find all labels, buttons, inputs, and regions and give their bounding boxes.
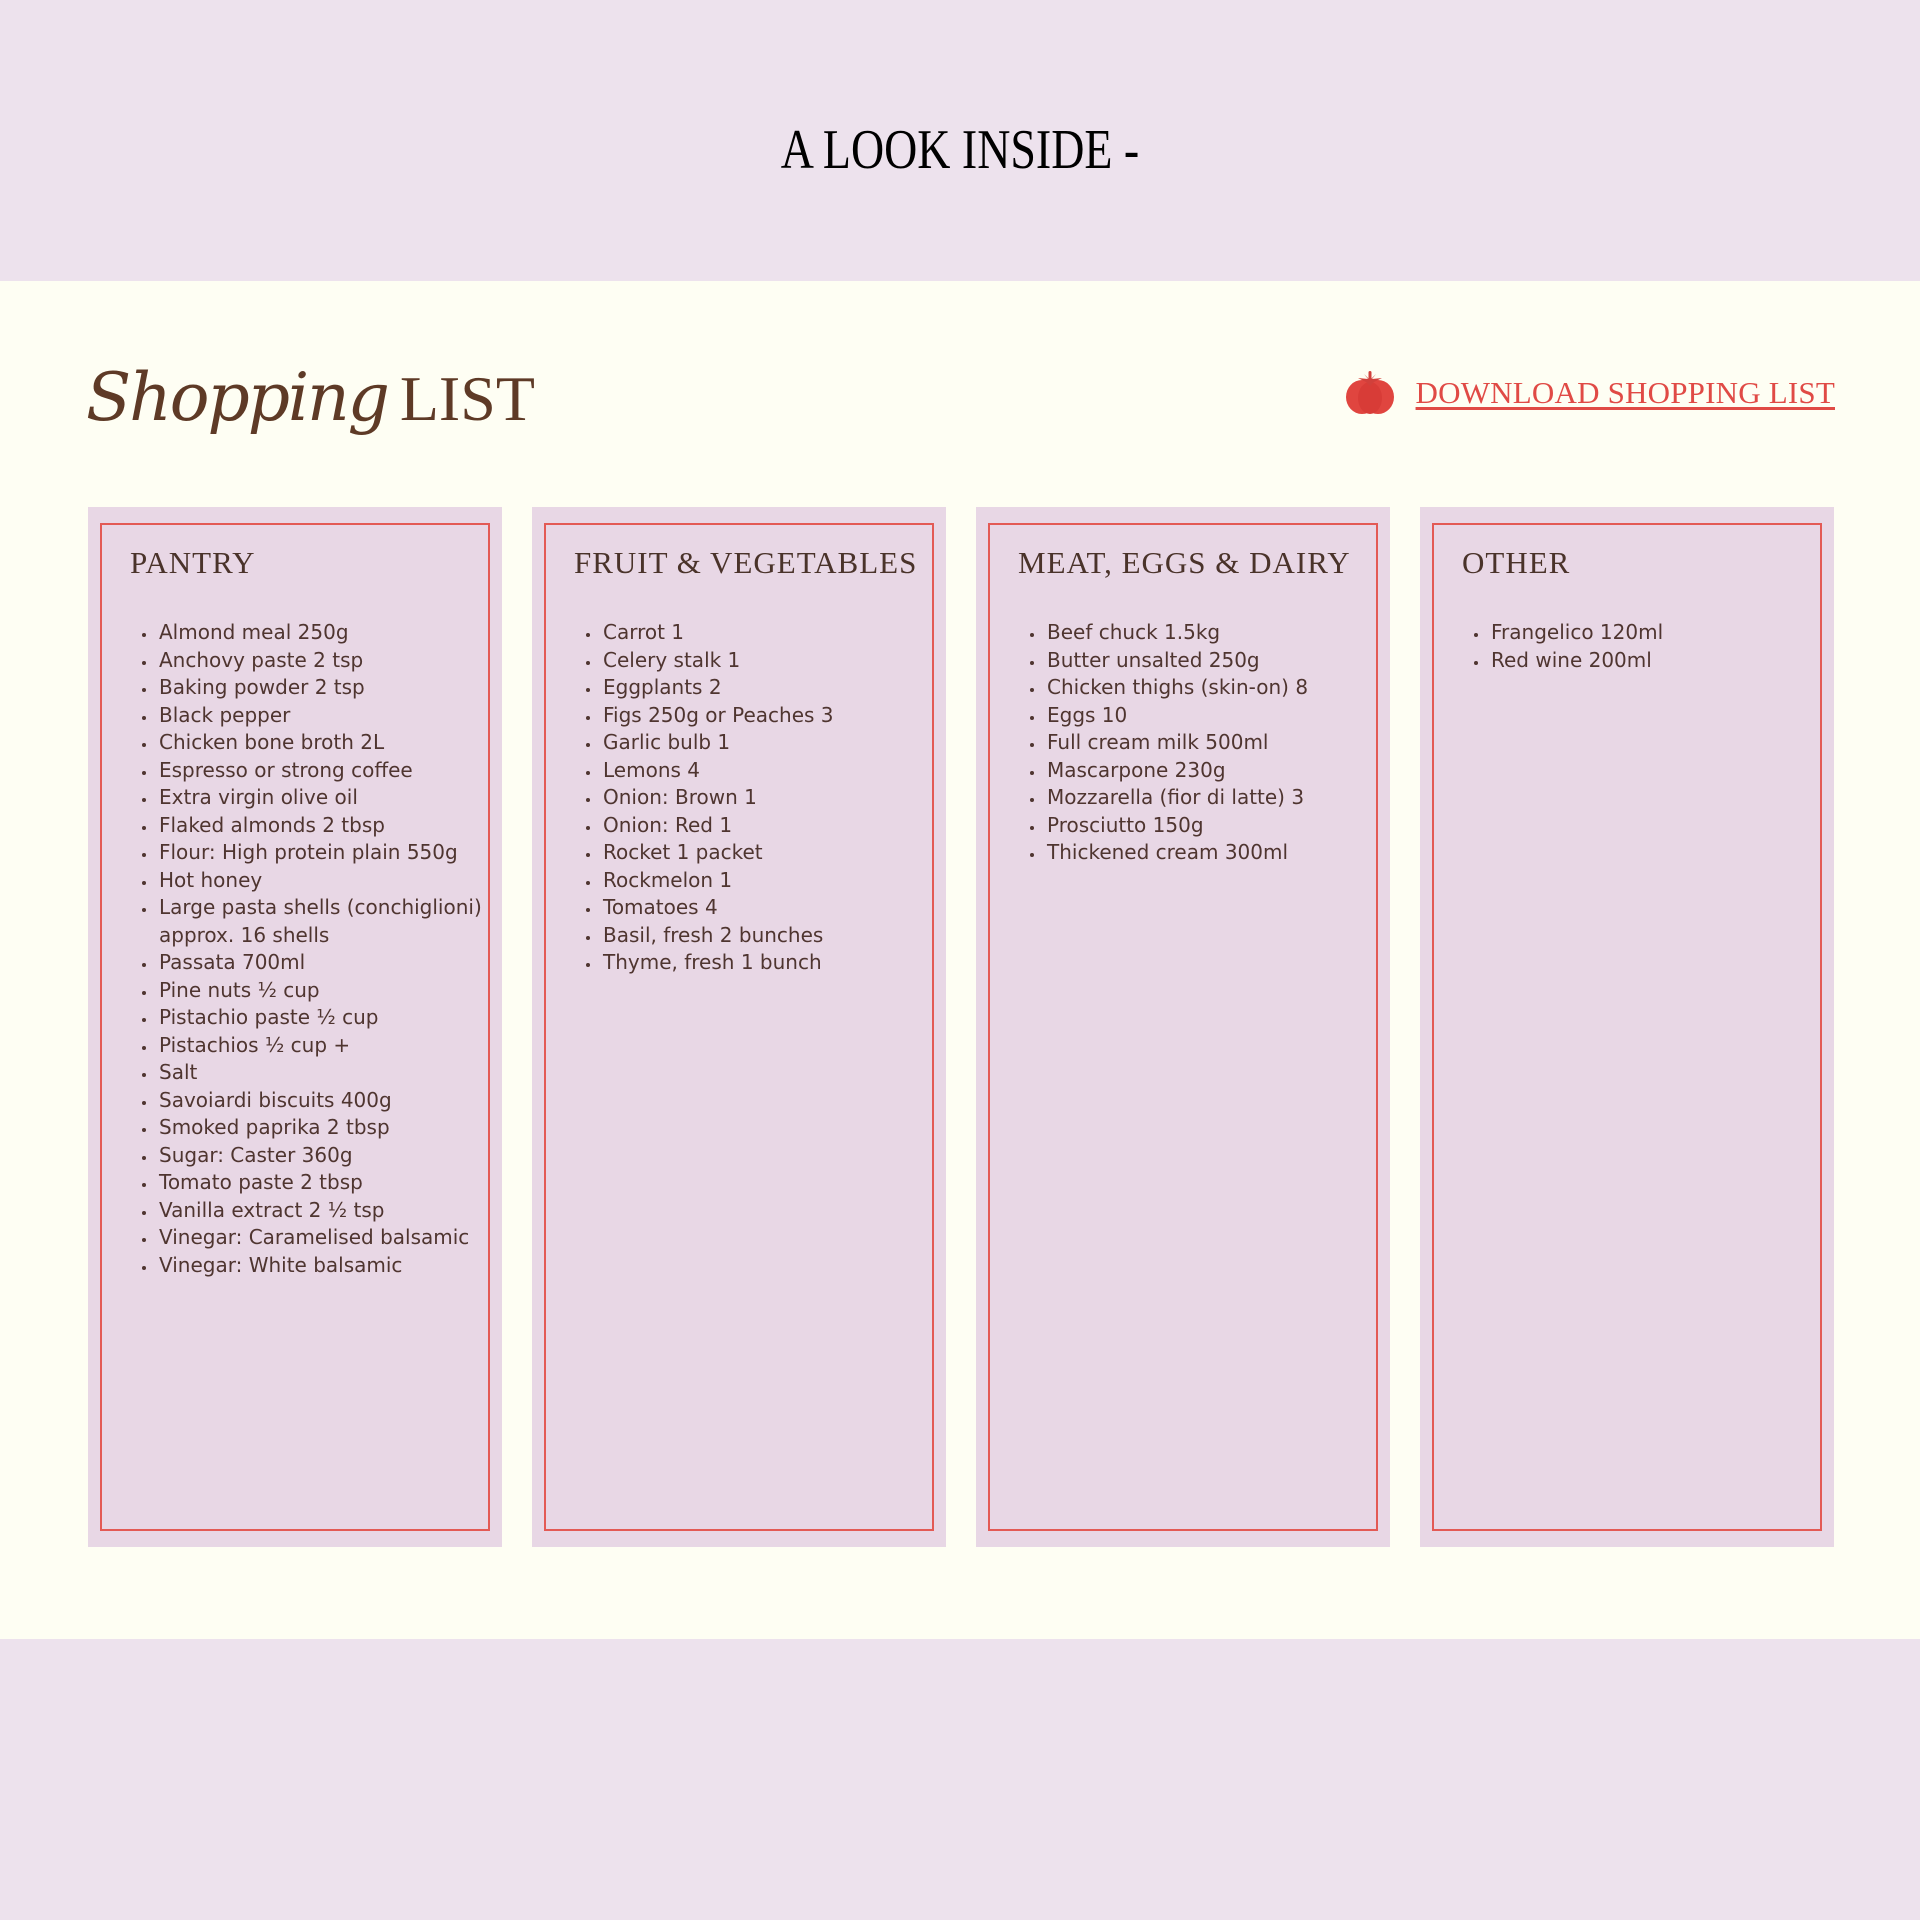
category-card-pantry [88, 507, 502, 1547]
list-item: • Salt [157, 1059, 495, 1087]
card-border [100, 523, 490, 1531]
page-title-caps: LIST [399, 363, 535, 434]
category-title: PANTRY [130, 545, 256, 580]
list-item: • Pistachios ½ cup + [157, 1032, 495, 1060]
list-item: • Vanilla extract 2 ½ tsp [157, 1197, 495, 1225]
list-item: • Thickened cream 300ml [1045, 839, 1383, 867]
list-item: • Onion: Red 1 [601, 812, 939, 840]
item-list [136, 619, 495, 1279]
item-list [1024, 619, 1383, 867]
list-item: • Carrot 1 [601, 619, 939, 647]
category-card-other [1420, 507, 1834, 1547]
list-item: • Flour: High protein plain 550g [157, 839, 495, 867]
category-title: OTHER [1462, 545, 1571, 580]
list-item: • Vinegar: White balsamic [157, 1252, 495, 1280]
list-item: • Basil, fresh 2 bunches [601, 922, 939, 950]
bottom-band [0, 1639, 1920, 1920]
list-item: • Prosciutto 150g [1045, 812, 1383, 840]
category-card-meat-eggs-dairy [976, 507, 1390, 1547]
item-list [1468, 619, 1827, 674]
list-item: • Thyme, fresh 1 bunch [601, 949, 939, 977]
list-item: • Extra virgin olive oil [157, 784, 495, 812]
shopping-list-section [0, 281, 1920, 1639]
list-item: • Baking powder 2 tsp [157, 674, 495, 702]
top-banner [0, 0, 1920, 281]
list-item: • Mascarpone 230g [1045, 757, 1383, 785]
list-item: • Sugar: Caster 360g [157, 1142, 495, 1170]
list-item: • Pistachio paste ½ cup [157, 1004, 495, 1032]
list-item: • Frangelico 120ml [1489, 619, 1827, 647]
list-item: • Tomato paste 2 tbsp [157, 1169, 495, 1197]
list-item: • Butter unsalted 250g [1045, 647, 1383, 675]
tomato-icon [1344, 368, 1396, 418]
list-item: • Garlic bulb 1 [601, 729, 939, 757]
list-item: • Onion: Brown 1 [601, 784, 939, 812]
list-item: • Pine nuts ½ cup [157, 977, 495, 1005]
item-list [580, 619, 939, 977]
list-item: • Mozzarella (fior di latte) 3 [1045, 784, 1383, 812]
list-item: • Red wine 200ml [1489, 647, 1827, 675]
list-item: • Chicken bone broth 2L [157, 729, 495, 757]
list-item: • Chicken thighs (skin-on) 8 [1045, 674, 1383, 702]
list-item: • Anchovy paste 2 tsp [157, 647, 495, 675]
list-item: • Vinegar: Caramelised balsamic [157, 1224, 495, 1252]
list-item: • Eggplants 2 [601, 674, 939, 702]
list-item: • Almond meal 250g [157, 619, 495, 647]
list-item: • Rocket 1 packet [601, 839, 939, 867]
list-item: • Beef chuck 1.5kg [1045, 619, 1383, 647]
category-title: MEAT, EGGS & DAIRY [1018, 545, 1351, 580]
list-item: • Hot honey [157, 867, 495, 895]
list-item: • Smoked paprika 2 tbsp [157, 1114, 495, 1142]
download-shopping-list-link[interactable] [1344, 368, 1835, 418]
download-link-label: DOWNLOAD SHOPPING LIST [1415, 375, 1835, 410]
category-title: FRUIT & VEGETABLES [574, 545, 918, 580]
list-item: • Flaked almonds 2 tbsp [157, 812, 495, 840]
list-item: • Eggs 10 [1045, 702, 1383, 730]
list-item: • Full cream milk 500ml [1045, 729, 1383, 757]
list-item: • Savoiardi biscuits 400g [157, 1087, 495, 1115]
list-item: • Celery stalk 1 [601, 647, 939, 675]
list-item: • Rockmelon 1 [601, 867, 939, 895]
list-item: • Tomatoes 4 [601, 894, 939, 922]
category-columns [88, 507, 1834, 1547]
card-border [544, 523, 934, 1531]
category-card-fruit-vegetables [532, 507, 946, 1547]
page-title-script: Shopping [86, 359, 388, 436]
card-border [1432, 523, 1822, 1531]
list-item: • Passata 700ml [157, 949, 495, 977]
card-border [988, 523, 1378, 1531]
list-item: • Large pasta shells (conchiglioni) approx. 16 shells [157, 894, 495, 949]
list-item: • Espresso or strong coffee [157, 757, 495, 785]
list-item: • Figs 250g or Peaches 3 [601, 702, 939, 730]
list-item: • Black pepper [157, 702, 495, 730]
banner-title: A LOOK INSIDE - [780, 119, 1140, 181]
page-title [86, 359, 535, 436]
list-item: • Lemons 4 [601, 757, 939, 785]
